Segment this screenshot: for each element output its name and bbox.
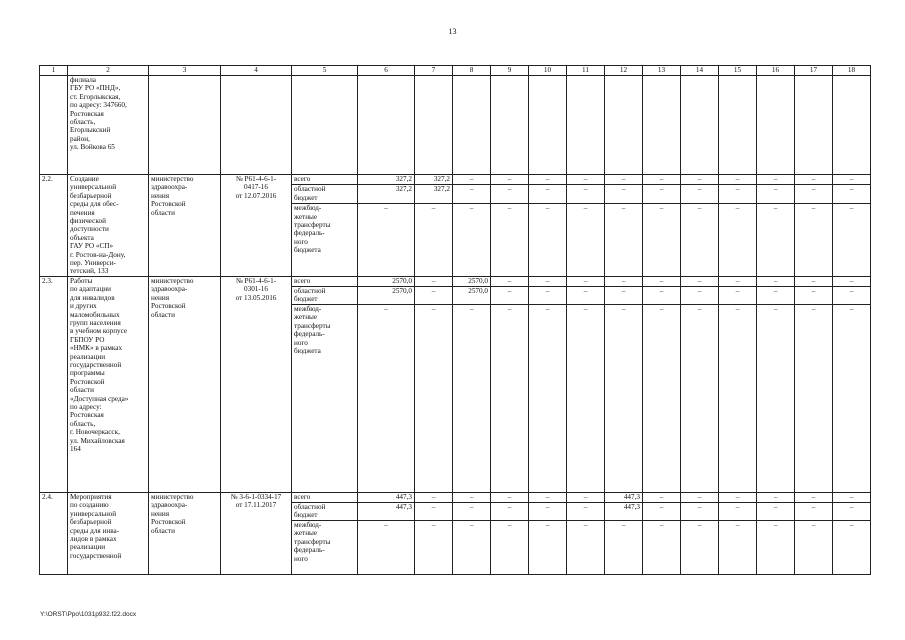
table-row <box>40 175 871 185</box>
column-number: 4 <box>221 66 292 76</box>
empty-cell <box>529 76 567 175</box>
amount-cell: – <box>833 492 871 502</box>
amount-cell: – <box>795 286 833 304</box>
amount-cell: – <box>681 520 719 574</box>
empty-cell <box>681 76 719 175</box>
amount-cell: – <box>453 492 491 502</box>
table-row <box>40 492 871 502</box>
amount-cell: – <box>795 304 833 492</box>
amount-cell: 447,3 <box>605 502 643 520</box>
column-number: 3 <box>149 66 221 76</box>
executor-cell: министерство здравоохра- нения Ростовской области <box>149 492 221 574</box>
table-row <box>40 276 871 286</box>
amount-cell: – <box>567 185 605 204</box>
amount-cell: – <box>719 175 757 185</box>
amount-cell: – <box>719 304 757 492</box>
amount-cell: – <box>605 185 643 204</box>
amount-cell: – <box>491 502 529 520</box>
row-number-cell: 2.2. <box>40 175 68 277</box>
amount-cell: – <box>415 304 453 492</box>
amount-cell: – <box>643 204 681 277</box>
amount-cell: – <box>719 492 757 502</box>
amount-cell: – <box>453 520 491 574</box>
column-number: 1 <box>40 66 68 76</box>
column-number: 18 <box>833 66 871 76</box>
amount-cell: – <box>529 520 567 574</box>
amount-cell: – <box>529 175 567 185</box>
amount-cell: – <box>415 502 453 520</box>
amount-cell: 447,3 <box>605 492 643 502</box>
amount-cell: – <box>453 304 491 492</box>
amount-cell: 447,3 <box>358 492 415 502</box>
amount-cell: – <box>833 304 871 492</box>
amount-cell: – <box>529 204 567 277</box>
amount-cell: – <box>567 276 605 286</box>
row-number-cell: 2.3. <box>40 276 68 492</box>
amount-cell: – <box>643 502 681 520</box>
funding-table <box>39 65 871 575</box>
empty-cell <box>795 76 833 175</box>
page-number: 13 <box>448 27 457 36</box>
amount-cell: – <box>567 492 605 502</box>
amount-cell: – <box>833 185 871 204</box>
funding-source-cell: межбюд- жетные трансферты федераль- ного <box>292 520 358 574</box>
amount-cell: – <box>719 520 757 574</box>
amount-cell: – <box>795 175 833 185</box>
amount-cell: – <box>567 304 605 492</box>
amount-cell: – <box>757 304 795 492</box>
amount-cell: – <box>757 492 795 502</box>
amount-cell: – <box>358 304 415 492</box>
amount-cell: – <box>529 502 567 520</box>
amount-cell: – <box>833 520 871 574</box>
amount-cell: – <box>529 304 567 492</box>
amount-cell: – <box>491 286 529 304</box>
amount-cell: 327,2 <box>415 185 453 204</box>
amount-cell: – <box>757 286 795 304</box>
amount-cell: – <box>719 276 757 286</box>
amount-cell: – <box>757 175 795 185</box>
amount-cell: – <box>795 204 833 277</box>
file-path-footer: Y:\ORST\Ppo\1031p932.f22.docx <box>40 611 137 618</box>
measure-name-cell: Работы по адаптации для инвалидов и других маломобильных групп населения в учебном корпусе ГБПОУ РО «НМК» в рамках реализации государственной программы Ростовской области «Доступная среда» по адресу: Ростовская область, г. Новочеркасск, ул. Михайловская 164 <box>68 276 149 492</box>
amount-cell: – <box>643 286 681 304</box>
amount-cell: – <box>719 502 757 520</box>
amount-cell: – <box>795 520 833 574</box>
amount-cell: 2570,0 <box>358 286 415 304</box>
header-row <box>40 66 871 76</box>
amount-cell: 327,2 <box>358 175 415 185</box>
amount-cell: – <box>491 520 529 574</box>
amount-cell: – <box>605 286 643 304</box>
empty-cell <box>719 76 757 175</box>
column-number: 5 <box>292 66 358 76</box>
amount-cell: 2570,0 <box>358 276 415 286</box>
column-number: 7 <box>415 66 453 76</box>
row-number-cell <box>40 76 68 175</box>
amount-cell: – <box>643 185 681 204</box>
amount-cell: – <box>567 175 605 185</box>
column-number: 9 <box>491 66 529 76</box>
amount-cell: – <box>567 204 605 277</box>
column-number: 16 <box>757 66 795 76</box>
amount-cell: – <box>453 204 491 277</box>
amount-cell: – <box>795 502 833 520</box>
column-number: 11 <box>567 66 605 76</box>
amount-cell: – <box>605 204 643 277</box>
column-number: 13 <box>643 66 681 76</box>
amount-cell: – <box>681 175 719 185</box>
funding-source-cell: областной бюджет <box>292 286 358 304</box>
amount-cell: – <box>681 204 719 277</box>
funding-source-cell: областной бюджет <box>292 502 358 520</box>
funding-source-cell: межбюд- жетные трансферты федераль- ного бюджета <box>292 204 358 277</box>
empty-cell <box>643 76 681 175</box>
column-number: 12 <box>605 66 643 76</box>
amount-cell: – <box>491 204 529 277</box>
amount-cell: – <box>681 185 719 204</box>
amount-cell: – <box>833 204 871 277</box>
amount-cell: – <box>681 304 719 492</box>
empty-cell <box>453 76 491 175</box>
amount-cell: – <box>358 520 415 574</box>
empty-cell <box>757 76 795 175</box>
amount-cell: – <box>605 304 643 492</box>
contract-cell: № 3-6-1-0334-17 от 17.11.2017 <box>221 492 292 574</box>
contract-cell: № Р61-4-6-1- 0417-16 от 12.07.2016 <box>221 175 292 277</box>
empty-cell <box>292 76 358 175</box>
amount-cell: – <box>833 286 871 304</box>
empty-cell <box>567 76 605 175</box>
amount-cell: – <box>605 175 643 185</box>
amount-cell: – <box>795 185 833 204</box>
contract-cell: № Р61-4-6-1- 0301-16 от 13.05.2016 <box>221 276 292 492</box>
amount-cell: – <box>681 276 719 286</box>
amount-cell: – <box>681 502 719 520</box>
amount-cell: – <box>681 286 719 304</box>
amount-cell: – <box>643 276 681 286</box>
column-number: 6 <box>358 66 415 76</box>
amount-cell: 447,3 <box>358 502 415 520</box>
column-number: 15 <box>719 66 757 76</box>
amount-cell: – <box>529 276 567 286</box>
empty-cell <box>221 76 292 175</box>
column-number: 2 <box>68 66 149 76</box>
amount-cell: 327,2 <box>358 185 415 204</box>
amount-cell: – <box>529 286 567 304</box>
amount-cell: 327,2 <box>415 175 453 185</box>
amount-cell: – <box>681 492 719 502</box>
funding-source-cell: областной бюджет <box>292 185 358 204</box>
amount-cell: – <box>605 520 643 574</box>
column-number: 10 <box>529 66 567 76</box>
amount-cell: – <box>415 492 453 502</box>
amount-cell: – <box>833 502 871 520</box>
amount-cell: – <box>415 286 453 304</box>
amount-cell: – <box>605 276 643 286</box>
amount-cell: – <box>757 276 795 286</box>
funding-source-cell: всего <box>292 276 358 286</box>
empty-cell <box>491 76 529 175</box>
row-number-cell: 2.4. <box>40 492 68 574</box>
amount-cell: – <box>567 520 605 574</box>
column-number: 17 <box>795 66 833 76</box>
amount-cell: – <box>529 492 567 502</box>
amount-cell: – <box>491 185 529 204</box>
amount-cell: – <box>833 276 871 286</box>
amount-cell: – <box>358 204 415 277</box>
empty-cell <box>833 76 871 175</box>
empty-cell <box>605 76 643 175</box>
amount-cell: – <box>491 175 529 185</box>
amount-cell: – <box>757 204 795 277</box>
amount-cell: – <box>757 520 795 574</box>
funding-source-cell: всего <box>292 492 358 502</box>
amount-cell: – <box>491 276 529 286</box>
funding-source-cell: межбюд- жетные трансферты федераль- ного бюджета <box>292 304 358 492</box>
amount-cell: – <box>719 185 757 204</box>
empty-cell <box>415 76 453 175</box>
amount-cell: 2570,0 <box>453 276 491 286</box>
amount-cell: – <box>567 502 605 520</box>
amount-cell: – <box>719 286 757 304</box>
amount-cell: – <box>795 276 833 286</box>
amount-cell: – <box>453 502 491 520</box>
amount-cell: – <box>643 520 681 574</box>
executor-cell: министерство здравоохра- нения Ростовской области <box>149 276 221 492</box>
amount-cell: – <box>491 492 529 502</box>
amount-cell: – <box>757 185 795 204</box>
measure-name-cell: Создание универсальной безбарьерной среды для обес- печения физической доступности объекта ГАУ РО «СП» г. Ростов-на-Дону, пер. Универси- тетский, 133 <box>68 175 149 277</box>
amount-cell: – <box>643 492 681 502</box>
amount-cell: – <box>453 185 491 204</box>
amount-cell: 2570,0 <box>453 286 491 304</box>
executor-cell: министерство здравоохра- нения Ростовской области <box>149 175 221 277</box>
measure-name-cell: Мероприятия по созданию универсальной безбарьерной среды для инва- лидов в рамках реализации государственной <box>68 492 149 574</box>
amount-cell: – <box>719 204 757 277</box>
column-number: 8 <box>453 66 491 76</box>
funding-source-cell: всего <box>292 175 358 185</box>
amount-cell: – <box>415 204 453 277</box>
amount-cell: – <box>795 492 833 502</box>
empty-cell <box>358 76 415 175</box>
column-number: 14 <box>681 66 719 76</box>
amount-cell: – <box>643 304 681 492</box>
amount-cell: – <box>567 286 605 304</box>
amount-cell: – <box>453 175 491 185</box>
amount-cell: – <box>833 175 871 185</box>
amount-cell: – <box>415 276 453 286</box>
amount-cell: – <box>491 304 529 492</box>
amount-cell: – <box>757 502 795 520</box>
measure-name-cell: филиала ГБУ РО «ПНД», ст. Егорлыкская, по адресу: 347660, Ростовская область, Егорлыкский район, ул. Войкова 65 <box>68 76 149 175</box>
amount-cell: – <box>529 185 567 204</box>
amount-cell: – <box>643 175 681 185</box>
amount-cell: – <box>415 520 453 574</box>
continuation-row <box>40 76 871 175</box>
empty-cell <box>149 76 221 175</box>
